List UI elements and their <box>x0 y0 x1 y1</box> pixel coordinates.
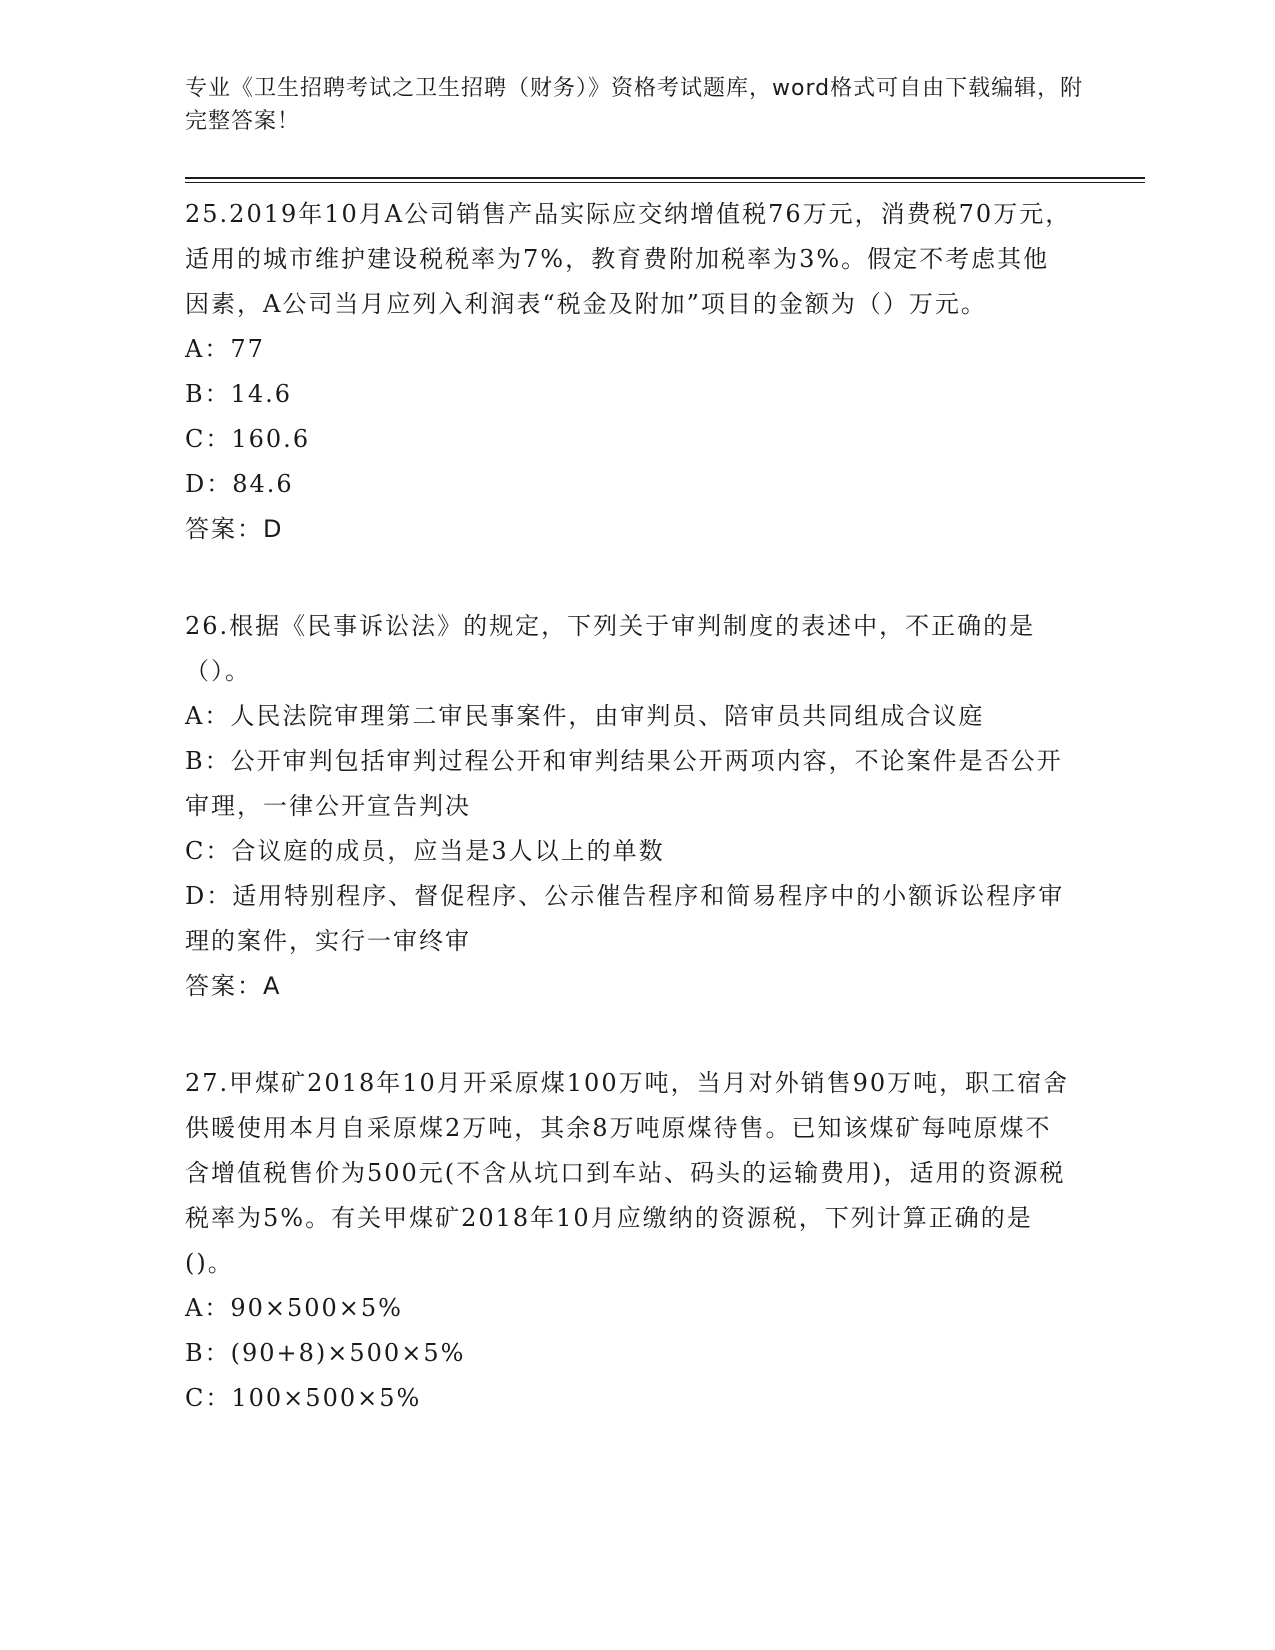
header-divider-thin <box>185 182 1145 183</box>
header-divider-thick <box>185 177 1145 179</box>
option-label: C： <box>185 425 232 453</box>
option-d <box>185 874 1075 964</box>
option-label: B： <box>185 380 231 408</box>
option-text: 人民法院审理第二审民事案件，由审判员、陪审员共同组成合议庭 <box>230 702 985 730</box>
option-b <box>185 372 1075 417</box>
question-text: 27.甲煤矿2018年10月开采原煤100万吨，当月对外销售90万吨，职工宿舍供暖使用本月自采原煤2万吨，其余8万吨原煤待售。已知该煤矿每吨原煤不含增值税售价为500元(不含从坑口到车站、码头的运输费用)，适用的资源税税率为5%。有关甲煤矿2018年10月应缴纳的资源税，下列计算正确的是()。 <box>185 1069 1070 1277</box>
option-c <box>185 829 1075 874</box>
option-c <box>185 417 1075 462</box>
option-text: 84.6 <box>232 470 294 498</box>
option-c <box>185 1376 1075 1421</box>
answer-text: 答案：A <box>185 972 282 1000</box>
option-text: 90×500×5% <box>230 1294 403 1322</box>
option-text: 适用特别程序、督促程序、公示催告程序和简易程序中的小额诉讼程序审理的案件，实行一审终审 <box>185 882 1065 955</box>
option-a <box>185 694 1075 739</box>
option-text: 合议庭的成员，应当是3人以上的单数 <box>231 837 665 865</box>
question-text: 26.根据《民事诉讼法》的规定，下列关于审判制度的表述中，不正确的是（）。 <box>185 612 1036 685</box>
option-label: A： <box>185 1294 231 1322</box>
option-b <box>185 739 1075 829</box>
option-label: B： <box>185 1339 231 1367</box>
option-label: C： <box>185 1384 232 1412</box>
option-label: D： <box>185 882 233 910</box>
question-27 <box>185 1061 1075 1421</box>
answer-text: 答案：D <box>185 515 284 543</box>
header-text: 专业《卫生招聘考试之卫生招聘（财务）》资格考试题库，word格式可自由下载编辑，附完整答案！ <box>185 76 1084 134</box>
option-label: B： <box>185 747 231 775</box>
option-text: (90+8)×500×5% <box>230 1339 466 1367</box>
option-label: C： <box>185 837 232 865</box>
option-label: A： <box>185 702 231 730</box>
option-label: D： <box>185 470 233 498</box>
option-label: A： <box>185 335 231 363</box>
question-26 <box>185 604 1075 1009</box>
option-a <box>185 1286 1075 1331</box>
question-list <box>185 192 1075 1473</box>
option-text: 14.6 <box>230 380 293 408</box>
option-text: 77 <box>230 335 265 363</box>
option-a <box>185 327 1075 372</box>
option-text: 160.6 <box>231 425 311 453</box>
option-text: 公开审判包括审判过程公开和审判结果公开两项内容，不论案件是否公开审理，一律公开宣告判决 <box>185 747 1063 820</box>
option-d <box>185 462 1075 507</box>
option-b <box>185 1331 1075 1376</box>
option-text: 100×500×5% <box>231 1384 422 1412</box>
question-text: 25.2019年10月A公司销售产品实际应交纳增值税76万元，消费税70万元，适用的城市维护建设税税率为7%，教育费附加税率为3%。假定不考虑其他因素，A公司当月应列入利润表“税金及附加”项目的金额为（）万元。 <box>185 200 1072 318</box>
question-25 <box>185 192 1075 552</box>
